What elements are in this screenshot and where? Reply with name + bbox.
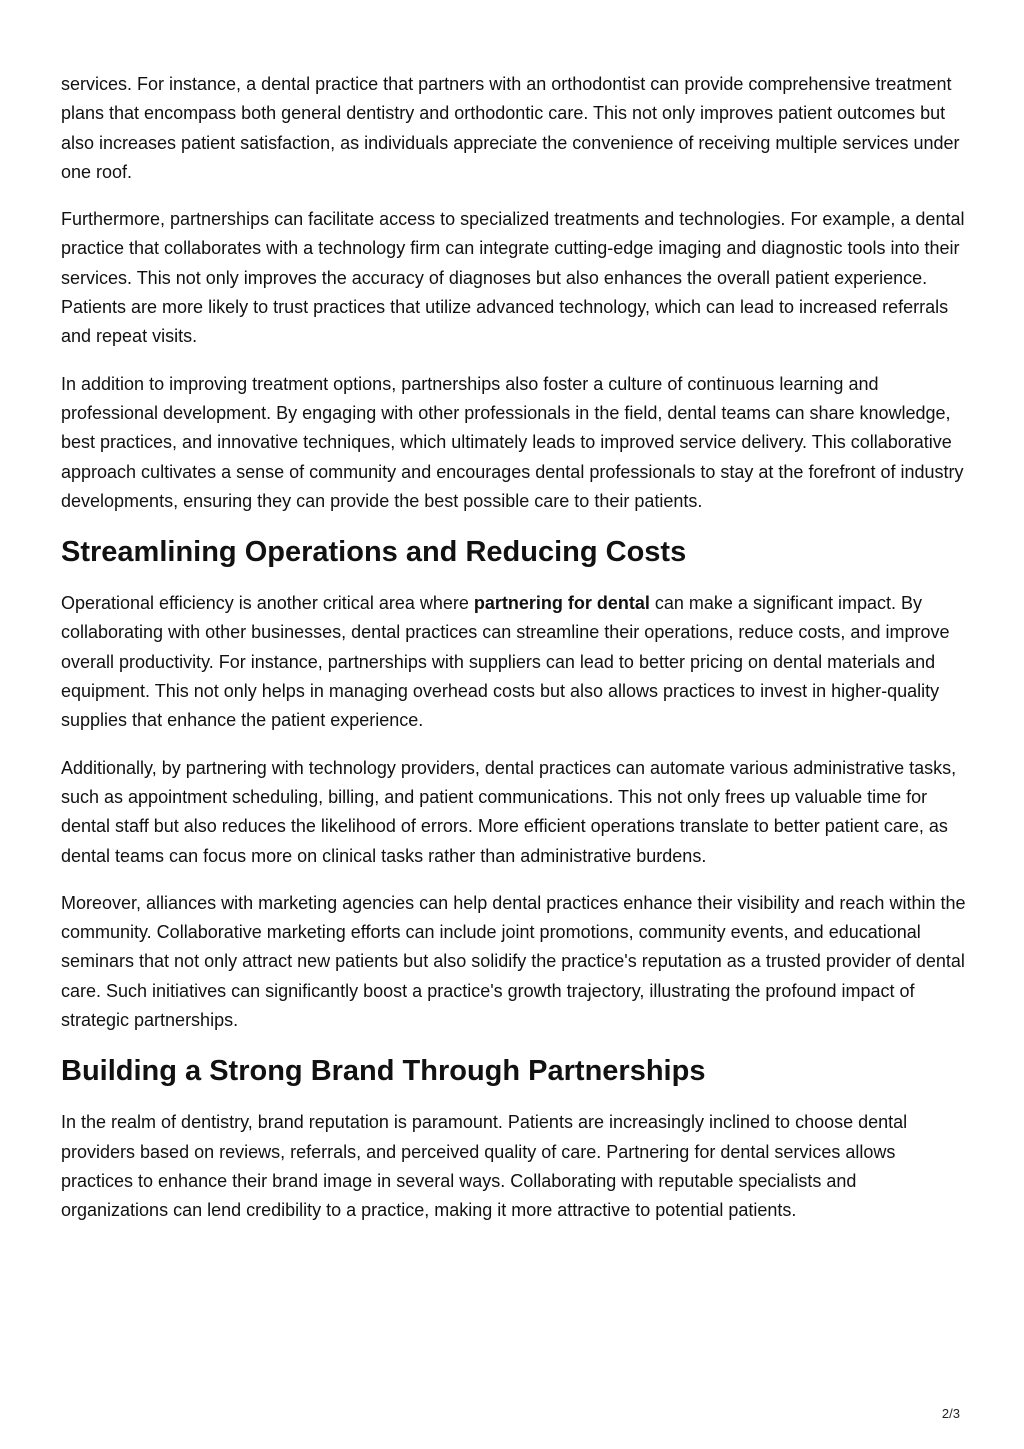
document-page bbox=[61, 70, 967, 1244]
paragraph-text: can make a significant impact. By collaborating with other businesses, dental practices can streamline their operations, reduce costs, and improve overall productivity. For instance, partnerships with suppliers can lead to better pricing on dental materials and equipment. This not only helps in managing overhead costs but also allows practices to invest in higher-quality supplies that enhance the patient experience. bbox=[61, 593, 950, 731]
body-paragraph: Moreover, alliances with marketing agencies can help dental practices enhance their visibility and reach within the community. Collaborative marketing efforts can include joint promotions, community events, and educational seminars that not only attract new patients but also solidify the practice's reputation as a trusted provider of dental care. Such initiatives can significantly boost a practice's growth trajectory, illustrating the profound impact of strategic partnerships. bbox=[61, 892, 966, 1031]
bold-keyword: partnering for dental bbox=[473, 593, 650, 614]
body-paragraph: In the realm of dentistry, brand reputation is paramount. Patients are increasingly inclined to choose dental providers based on reviews, referrals, and perceived quality of care. Partnering for dental services allows practices to enhance their brand image in several ways. Collaborating with reputable specialists and organizations can lend credibility to a practice, making it more attractive to potential patients. bbox=[61, 1112, 908, 1221]
section-heading-brand: Building a Strong Brand Through Partnerships bbox=[61, 1055, 706, 1088]
body-paragraph bbox=[61, 589, 967, 735]
section-heading-operations: Streamlining Operations and Reducing Costs bbox=[61, 536, 687, 569]
body-paragraph: Additionally, by partnering with technology providers, dental practices can automate various administrative tasks, such as appointment scheduling, billing, and patient communications. This not only frees up valuable time for dental staff but also reduces the likelihood of errors. More efficient operations translate to better patient care, as dental teams can focus more on clinical tasks rather than administrative burdens. bbox=[61, 757, 957, 866]
body-paragraph: Furthermore, partnerships can facilitate access to specialized treatments and technologies. For example, a dental practice that collaborates with a technology firm can integrate cutting-edge imaging and diagnostic tools into their services. This not only improves the accuracy of diagnoses but also enhances the overall patient experience. Patients are more likely to trust practices that utilize advanced technology, which can lead to increased referrals and repeat visits. bbox=[61, 209, 965, 347]
page-number: 2/3 bbox=[941, 1406, 960, 1421]
body-paragraph: In addition to improving treatment options, partnerships also foster a culture of continuous learning and professional development. By engaging with other professionals in the field, dental teams can share knowledge, best practices, and innovative techniques, which ultimately leads to improved service delivery. This collaborative approach cultivates a sense of community and encourages dental professionals to stay at the forefront of industry developments, ensuring they can provide the best possible care to their patients. bbox=[61, 373, 964, 511]
body-paragraph: services. For instance, a dental practice that partners with an orthodontist can provide comprehensive treatment plans that encompass both general dentistry and orthodontic care. This not only improves patient outcomes but also increases patient satisfaction, as individuals appreciate the convenience of receiving multiple services under one roof. bbox=[61, 74, 960, 182]
paragraph-text: Operational efficiency is another critical area where bbox=[61, 593, 474, 614]
